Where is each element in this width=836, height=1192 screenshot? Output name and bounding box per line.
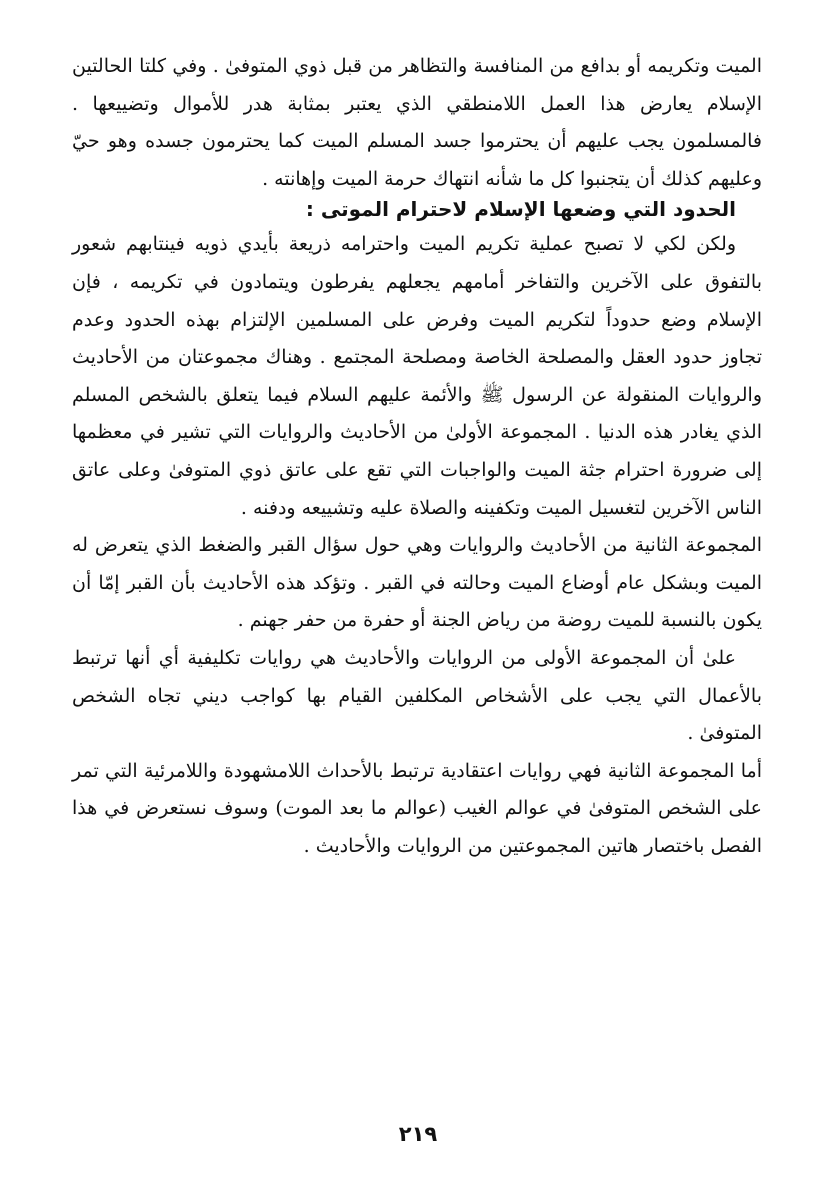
page-body <box>72 48 762 865</box>
page-number: ٢١٩ <box>398 1122 438 1146</box>
paragraph-intro: الميت وتكريمه أو بدافع من المنافسة والتظاهر من قبل ذوي المتوفىٰ . وفي كلتا الحالتين الإسلام يعارض هذا العمل اللامنطقي الذي يعتبر بمثابة هدر للأموال وتضييعها . فالمسلمون يجب عليهم أن يحترموا جسد المسلم الميت كما يحترمون جسده وهو حيّ وعليهم كذلك أن يتجنبوا كل ما شأنه انتهاك حرمة الميت وإهانته . <box>72 55 762 190</box>
paragraph-limits: ولكن لكي لا تصبح عملية تكريم الميت واحترامه ذريعة بأيدي ذويه فينتابهم شعور بالتفوق على الآخرين والتفاخر أمامهم يجعلهم يفرطون ويتمادون في تكريمه ، فإن الإسلام وضع حدوداً لتكريم الميت وفرض على المسلمين الإلتزام بهذه الحدود وعدم تجاوز حدود العقل والمصلحة الخاصة ومصلحة المجتمع . وهناك مجموعتان من الأحاديث والروايات المنقولة عن الرسول ﷺ والأئمة عليهم السلام فيما يتعلق بالشخص المسلم الذي يغادر هذه الدنيا . المجموعة الأولىٰ من الأحاديث والروايات التي تشير في معظمها إلى ضرورة احترام جثة الميت والواجبات التي تقع على عاتق ذوي المتوفىٰ وعلى عاتق الناس الآخرين لتغسيل الميت وتكفينه والصلاة عليه وتشييعه ودفنه . <box>72 233 762 519</box>
section-heading: الحدود التي وضعها الإسلام لاحترام الموتى : <box>305 197 736 222</box>
paragraph-first-group-duties: علىٰ أن المجموعة الأولى من الروايات والأحاديث هي روايات تكليفية أي أنها ترتبط بالأعمال التي يجب على الأشخاص المكلفين القيام بها كواجب ديني تجاه الشخص المتوفىٰ . <box>72 646 762 745</box>
paragraph-second-group-beliefs: أما المجموعة الثانية فهي روايات اعتقادية ترتبط بالأحداث اللامشهودة واللامرئية التي تمر على الشخص المتوفىٰ في عوالم الغيب (عوالم ما بعد الموت) وسوف نستعرض في هذا الفصل باختصار هاتين المجموعتين من الروايات والأحاديث . <box>72 759 762 857</box>
paragraph-second-group: المجموعة الثانية من الأحاديث والروايات وهي حول سؤال القبر والضغط الذي يتعرض له الميت وبشكل عام أوضاع الميت وحالته في القبر . وتؤكد هذه الأحاديث بأن القبر إمّا أن يكون بالنسبة للميت روضة من رياض الجنة أو حفرة من حفر جهنم . <box>72 534 762 632</box>
